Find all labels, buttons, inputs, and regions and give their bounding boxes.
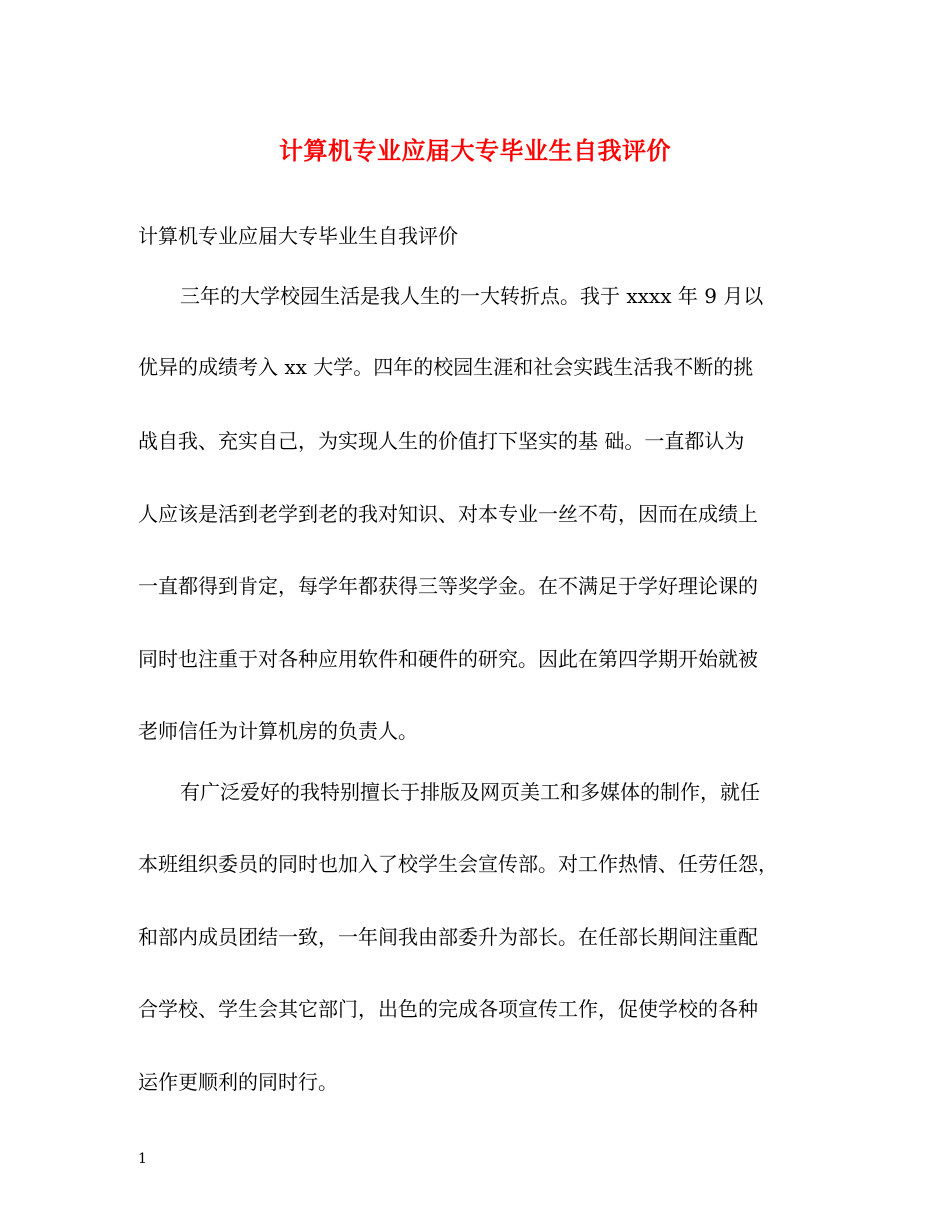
paragraph-1-line-7: 老师信任为计算机房的负责人。 [138, 719, 418, 743]
subtitle-line: 计算机专业应届大专毕业生自我评价 [138, 224, 458, 248]
paragraph-2-line-1: 有广泛爱好的我特别擅长于排版及网页美工和多媒体的制作，就任 [180, 780, 760, 804]
paragraph-2-line-3: 和部内成员团结一致，一年间我由部委升为部长。在任部长期间注重配 [138, 925, 758, 949]
paragraph-2-line-2: 本班组织委员的同时也加入了校学生会宣传部。对工作热情、任劳任怨， [138, 852, 778, 876]
paragraph-1-line-4: 人应该是活到老学到老的我对知识、对本专业一丝不苟，因而在成绩上 [138, 502, 758, 526]
page-number: 1 [138, 1151, 147, 1167]
paragraph-1-line-1: 三年的大学校园生活是我人生的一大转折点。我于 xxxx 年 9 月以 [180, 284, 764, 308]
paragraph-2-line-4: 合学校、学生会其它部门，出色的完成各项宣传工作，促使学校的各种 [138, 997, 758, 1021]
paragraph-1-line-5: 一直都得到肯定，每学年都获得三等奖学金。在不满足于学好理论课的 [138, 574, 758, 598]
paragraph-1-line-2: 优异的成绩考入 xx 大学。四年的校园生涯和社会实践生活我不断的挑 [138, 355, 754, 379]
document-title: 计算机专业应届大专毕业生自我评价 [279, 136, 671, 165]
paragraph-1-line-6: 同时也注重于对各种应用软件和硬件的研究。因此在第四学期开始就被 [138, 647, 758, 671]
paragraph-2-line-5: 运作更顺利的同时行。 [138, 1070, 338, 1094]
paragraph-1-line-3: 战自我、充实自己，为实现人生的价值打下坚实的基 础。一直都认为 [138, 429, 745, 453]
